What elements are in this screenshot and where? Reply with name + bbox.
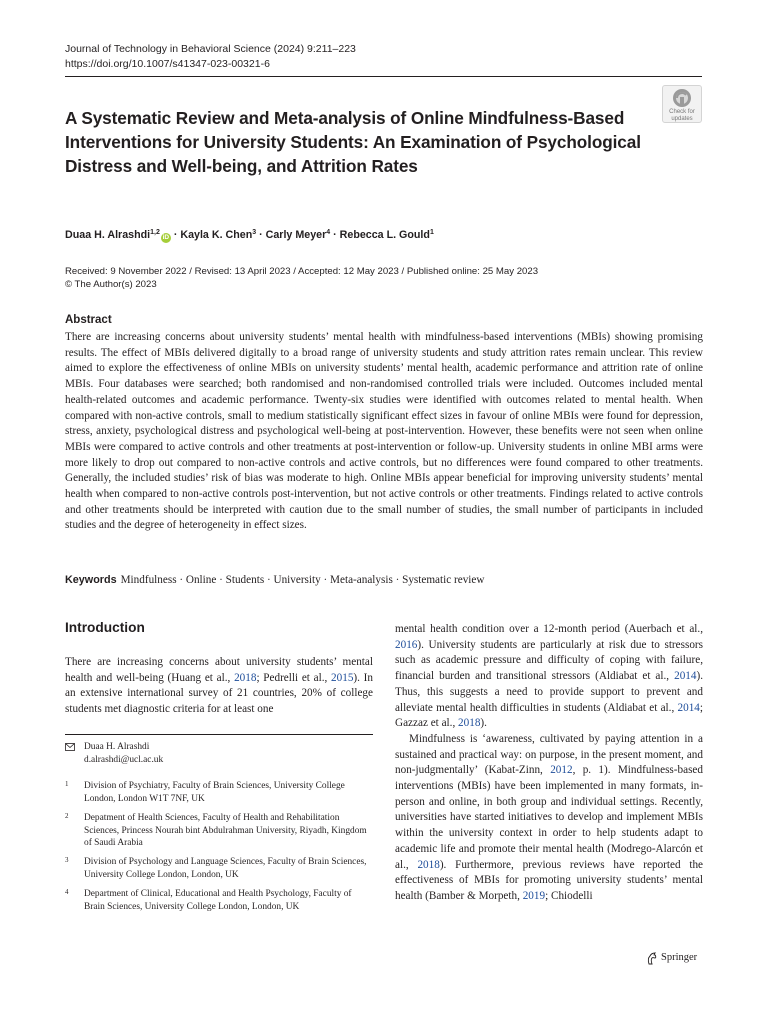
citation-link[interactable]: 2018: [417, 858, 440, 871]
publisher-name: Springer: [661, 952, 698, 963]
publisher-logo: [646, 951, 697, 965]
citation-link[interactable]: 2018: [458, 717, 481, 730]
header-divider: [65, 76, 702, 77]
citation-link[interactable]: 2012: [550, 764, 573, 777]
copyright-line: © The Author(s) 2023: [65, 279, 157, 290]
citation-link[interactable]: 2016: [395, 638, 418, 651]
orcid-icon[interactable]: iD: [162, 234, 170, 241]
citation-link[interactable]: 2019: [522, 889, 546, 902]
journal-header: [65, 42, 356, 72]
journal-citation: Journal of Technology in Behavioral Science (2024) 9:211–223: [65, 43, 356, 55]
keywords-label: Keywords: [65, 574, 117, 586]
citation-link[interactable]: 2014: [677, 701, 700, 714]
footnote-divider: [65, 734, 373, 735]
affiliation: [65, 888, 373, 913]
affiliation-number: 2: [65, 812, 69, 820]
affiliation-number: 1: [65, 780, 69, 788]
keywords: [65, 573, 484, 588]
springer-horse-icon: [646, 952, 658, 965]
affiliation: [65, 780, 373, 805]
intro-left-column: [65, 655, 373, 718]
corresponding-author: [65, 741, 373, 766]
doi-link[interactable]: https://doi.org/10.1007/s41347-023-00321-6: [65, 58, 270, 70]
contact-email[interactable]: d.alrashdi@ucl.ac.uk: [84, 754, 164, 765]
citation-link[interactable]: 2015: [331, 671, 354, 684]
check-for-updates-label: Check for updates: [669, 109, 695, 122]
citation-link[interactable]: 2018: [234, 671, 257, 684]
author-name[interactable]: Kayla K. Chen: [180, 229, 253, 241]
affiliation-text: Depatment of Health Sciences, Faculty of Health and Rehabilitation Sciences, Princess Nourah bint Abdulrahman University, Riyadh, Kingdom of Saudi Arabia: [84, 813, 367, 848]
affiliation-text: Division of Psychiatry, Faculty of Brain Sciences, University College London, London W1T 7NF, UK: [84, 781, 345, 804]
abstract-body: There are increasing concerns about university students’ mental health with mindfulness-based interventions (MBIs) showing promising results. The effect of MBIs delivered digitally to a broad range of university students and study attrition rates remain unclear. This review aimed to explore the effectiveness of online MBIs on university students’ mental health, academic performance and attrition rate of online MBIs. Four databases were searched; both randomised and non-randomised controlled trials were included. Outcomes included mental health-related outcomes and academic performance. Twenty-six studies were identified with outcomes related to mental health. When compared with non-active controls, small to medium statistically significant effect sizes in favour of online MBIs were found for depression, stress, anxiety, psychological distress and psychological well-being at post-intervention. However, these benefits were not seen when online MBIs were compared to active controls and other treatments at post-intervention or follow-up. University students in online MBI arms were more likely to drop out compared to non-active controls and active controls, but no differences were found compared to other treatments. Generally, the included studies’ risk of bias was moderate to high. Online MBIs appear beneficial for improving university students’ mental health when compared to non-active controls post-intervention, but not active controls or other treatments. Findings related to active controls and other treatments should be interpreted with caution due to the small number of studies, the small number of participants in included studies and the degree of heterogeneity in effect sizes.: [65, 331, 703, 532]
affiliation-text: Department of Clinical, Educational and Health Psychology, Faculty of Brain Sciences, University College London, London, UK: [84, 889, 352, 912]
citation-link[interactable]: 2014: [674, 670, 697, 683]
affiliation-number: 4: [65, 888, 69, 896]
publication-history: [65, 265, 538, 291]
abstract-heading: Abstract: [65, 314, 112, 326]
author-name[interactable]: Duaa H. Alrashdi: [65, 229, 151, 241]
affiliation: [65, 856, 373, 881]
check-for-updates-icon: [672, 88, 692, 108]
paragraph: Mindfulness is ‘awareness, cultivated by paying attention in a sustained and practical way: on purpose, in the present moment, and non-judgmentally’ (Kabat-Zinn, 2012, p. 1). Mindfulness-based interventions (MBIs) have been implemented in many formats, in-person and online, in both group and individual settings. Recently, universities have started initiatives to develop and implement MBIs within the university context in order to help students adapt to academic life and promote their mental health (Modrego-Alarcón et al., 2018). Furthermore, previous reviews have reported the effectiveness of MBIs for promoting university students’ mental health (Bamber & Morpeth, 2019; Chiodelli: [395, 732, 703, 902]
check-for-updates-badge[interactable]: [662, 85, 702, 123]
author-name[interactable]: Rebecca L. Gould: [339, 229, 430, 241]
author-name[interactable]: Carly Meyer: [265, 229, 327, 241]
intro-right-column: [395, 622, 703, 905]
paragraph: mental health condition over a 12-month period (Auerbach et al., 2016). University students are particularly at risk due to stressors such as academic pressure and difficulty of coping with failure, financial burden and transitional stressors (Aldiabat et al., 2014). Thus, this suggests a need to provide support to prevent and alleviate mental health difficulties in students (Aldiabat et al., 2014; Gazzaz et al., 2018).: [395, 623, 703, 730]
dates-line: Received: 9 November 2022 / Revised: 13 April 2023 / Accepted: 12 May 2023 / Published online: 25 May 2023: [65, 266, 539, 277]
author-list: Duaa H. Alrashdi$^{1,2}$iD · Kayla K. Chen$^3$ · Carly Meyer$^4$ · Rebecca L. Gould$^1$: [65, 229, 434, 241]
keywords-list: Mindfulness · Online · Students · University · Meta-analysis · Systematic review: [120, 574, 485, 586]
mail-icon: [65, 743, 75, 751]
section-heading-introduction: Introduction: [65, 620, 145, 635]
affiliation-text: Division of Psychology and Language Sciences, Faculty of Brain Sciences, University College London, London, UK: [84, 857, 367, 880]
affiliation: [65, 812, 373, 850]
paragraph: There are increasing concerns about university students’ mental health and well-being (Huang et al., 2018; Pedrelli et al., 2015). In an extensive international survey of 21 countries, 20% of college students met diagnostic criteria for at least one: [65, 656, 374, 716]
affiliation-number: 3: [65, 856, 69, 864]
article-title: A Systematic Review and Meta-analysis of Online Mindfulness-Based Interventions for University Students: An Examination of Psychological Distress and Well-being, and Attrition Rates: [65, 108, 641, 176]
contact-name: Duaa H. Alrashdi: [84, 742, 150, 752]
